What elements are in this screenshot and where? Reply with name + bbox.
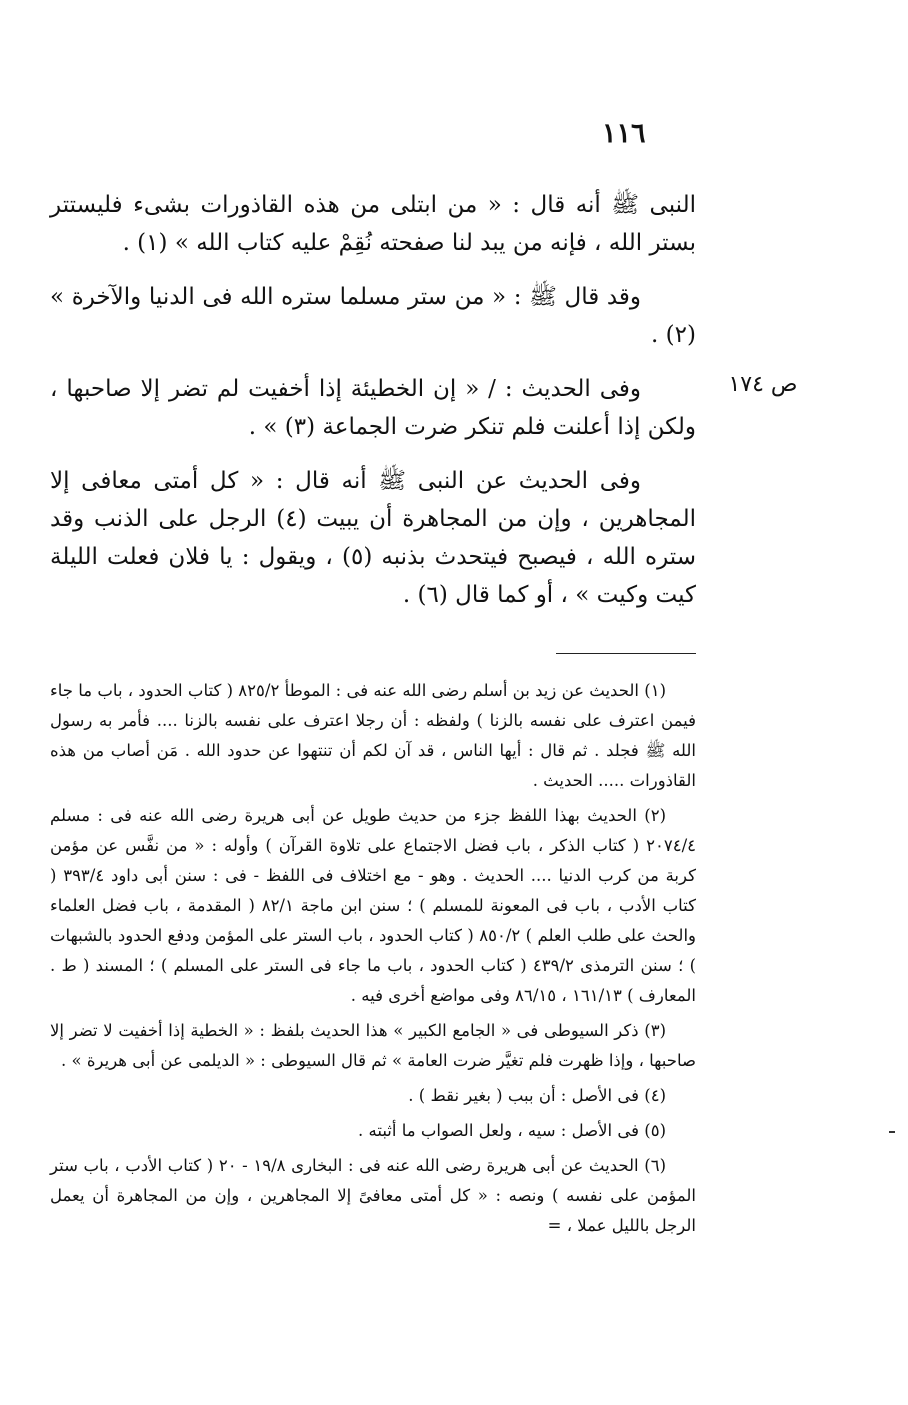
page-number: ١١٦ bbox=[602, 118, 646, 149]
main-paragraph: وفى الحديث عن النبى ﷺ أنه قال : « كل أمتى معافى إلا المجاهرين ، وإن من المجاهرة أن يبيت (٤) الرجل على الذنب وقد ستره الله ، فيصبح فيتحدث بذنبه (٥) ، ويقول : يا فلان فعلت الليلة كيت وكيت » ، أو كما قال (٦) . bbox=[50, 468, 697, 608]
margin-page-reference: ص ١٧٤ bbox=[728, 372, 798, 397]
main-text bbox=[50, 186, 696, 630]
footnote-divider bbox=[556, 653, 696, 654]
main-paragraph: وفى الحديث : / « إن الخطيئة إذا أخفيت لم تضر إلا صاحبها ، ولكن إذا أعلنت فلم تنكر ضرت الجماعة (٣) » . bbox=[50, 376, 696, 440]
main-paragraph: النبى ﷺ أنه قال : « من ابتلى من هذه القاذورات بشىء فليستتر بستر الله ، فإنه من يبد لنا صفحته نُقِمْ عليه كتاب الله » (١) . bbox=[50, 192, 696, 256]
footnote: (٣) ذكر السيوطى فى « الجامع الكبير » هذا الحديث بلفظ : « الخطية إذا أخفيت لا تضر إلا صاحبها ، وإذا ظهرت فلم تغيَّر ضرت العامة » ثم قال السيوطى : « الديلمى عن أبى هريرة » . bbox=[50, 1021, 696, 1070]
scan-edge-mark bbox=[889, 1131, 895, 1133]
footnote: (٥) فى الأصل : سيه ، ولعل الصواب ما أثبته . bbox=[358, 1121, 666, 1140]
footnote: (٢) الحديث بهذا اللفظ جزء من حديث طويل عن أبى هريرة رضى الله عنه فى : مسلم ٢٠٧٤/٤ ( كتاب الذكر ، باب فضل الاجتماع على تلاوة القرآن ) وأوله : « من نفَّس عن مؤمن كربة من كرب الدنيا .... الحديث . وهو - مع اختلاف فى اللفظ - فى : سنن أبى داود ٣٩٣/٤ ( كتاب الأدب ، باب فى المعونة للمسلم ) ؛ سنن ابن ماجة ٨٢/١ ( المقدمة ، باب فضل العلماء والحث على طلب العلم ) ٨٥٠/٢ ( كتاب الحدود ، باب الستر على المؤمن ودفع الحدود بالشبهات ) ؛ سنن الترمذى ٤٣٩/٢ ( كتاب الحدود ، باب ما جاء فى الستر على المسلم ) ؛ المسند ( ط . المعارف ) ١٦١/١٣ ، ٨٦/١٥ وفى مواضع أخرى فيه . bbox=[50, 806, 697, 1005]
footnotes bbox=[50, 676, 696, 1246]
footnote: (١) الحديث عن زيد بن أسلم رضى الله عنه فى : الموطأ ٨٢٥/٢ ( كتاب الحدود ، باب ما جاء فيمن اعترف على نفسه بالزنا ) ولفظه : أن رجلا اعترف على نفسه بالزنا .... فأمر به رسول الله ﷺ فجلد . ثم قال : أيها الناس ، قد آن لكم أن تنتهوا عن حدود الله . مَن أصاب من هذه القاذورات ..... الحديث . bbox=[50, 681, 696, 790]
main-paragraph: وقد قال ﷺ : « من ستر مسلما ستره الله فى الدنيا والآخرة » (٢) . bbox=[50, 284, 696, 348]
footnote: (٦) الحديث عن أبى هريرة رضى الله عنه فى : البخارى ١٩/٨ - ٢٠ ( كتاب الأدب ، باب ستر المؤمن على نفسه ) ونصه : « كل أمتى معافىً إلا المجاهرين ، وإن من المجاهرة أن يعمل الرجل بالليل عملا ، = bbox=[50, 1156, 696, 1235]
footnote: (٤) فى الأصل : أن ببب ( بغير نقط ) . bbox=[408, 1086, 666, 1105]
